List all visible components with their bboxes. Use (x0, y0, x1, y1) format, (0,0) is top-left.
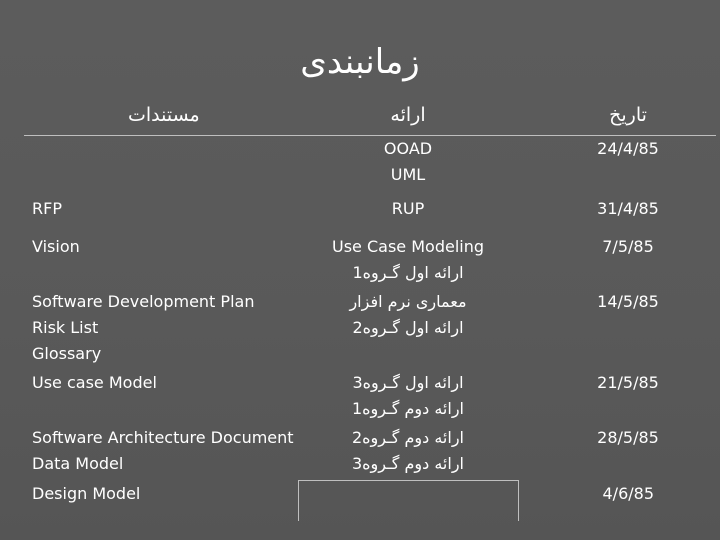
date-cell: 4/6/85 (602, 483, 654, 503)
presentation-cell (298, 234, 518, 289)
presentation-line: ارائه اول گـروه2 (352, 318, 464, 337)
table-row (24, 425, 716, 481)
documents-cell (24, 481, 298, 522)
date-cell: 14/5/85 (597, 292, 659, 311)
documents-cell (24, 289, 298, 370)
document-line: Software Development Plan (32, 292, 255, 311)
document-line: Risk List (32, 318, 99, 337)
table-row (24, 136, 716, 189)
presentation-line: ارائه دوم گـروه3 (351, 454, 464, 473)
date-cell: 21/5/85 (597, 373, 659, 392)
document-line: Glossary (32, 344, 102, 363)
presentation-line: ارائه اول گـروه1 (352, 263, 464, 282)
documents-cell (24, 136, 298, 189)
presentation-line: معماری نرم افزار (349, 292, 467, 311)
slide-title: زمانبندی (300, 42, 420, 82)
date-cell: 24/4/85 (597, 139, 659, 158)
presentation-line: ارائه دوم گـروه2 (351, 428, 464, 447)
document-line: Design Model (32, 483, 141, 503)
date-cell: 28/5/85 (597, 428, 659, 447)
table-row (24, 481, 716, 522)
date-cell: 31/4/85 (597, 199, 659, 218)
presentation-cell (298, 289, 518, 370)
document-line: Use case Model (32, 373, 157, 392)
table-row (24, 289, 716, 370)
presentation-line: ارائه دوم گـروه1 (351, 399, 464, 418)
documents-cell (24, 188, 298, 234)
documents-cell (24, 425, 298, 481)
presentation-line: UML (390, 165, 426, 184)
table-row (24, 188, 716, 234)
presentation-cell (298, 370, 518, 425)
presentation-line: OOAD (383, 139, 433, 158)
presentation-cell (298, 425, 518, 481)
document-line: Data Model (32, 454, 124, 473)
date-cell: 7/5/85 (602, 237, 654, 256)
document-line: Software Architecture Document (32, 428, 294, 447)
header-row (24, 95, 716, 136)
header-date: تاریخ (518, 95, 716, 136)
presentation-cell (298, 136, 518, 189)
table-row (24, 370, 716, 425)
presentation-line: RUP (391, 199, 425, 218)
table-row (24, 234, 716, 289)
documents-cell (24, 370, 298, 425)
header-documents: مستندات (24, 95, 298, 136)
document-line: RFP (32, 199, 62, 218)
presentation-cell-empty (298, 481, 518, 522)
presentation-line: ارائه اول گـروه3 (352, 373, 464, 392)
documents-cell (24, 234, 298, 289)
presentation-line: Use Case Modeling (332, 237, 484, 256)
document-line: Vision (32, 237, 80, 256)
header-presentation: ارائه (298, 95, 518, 136)
presentation-cell (298, 188, 518, 234)
schedule-table (24, 95, 716, 521)
